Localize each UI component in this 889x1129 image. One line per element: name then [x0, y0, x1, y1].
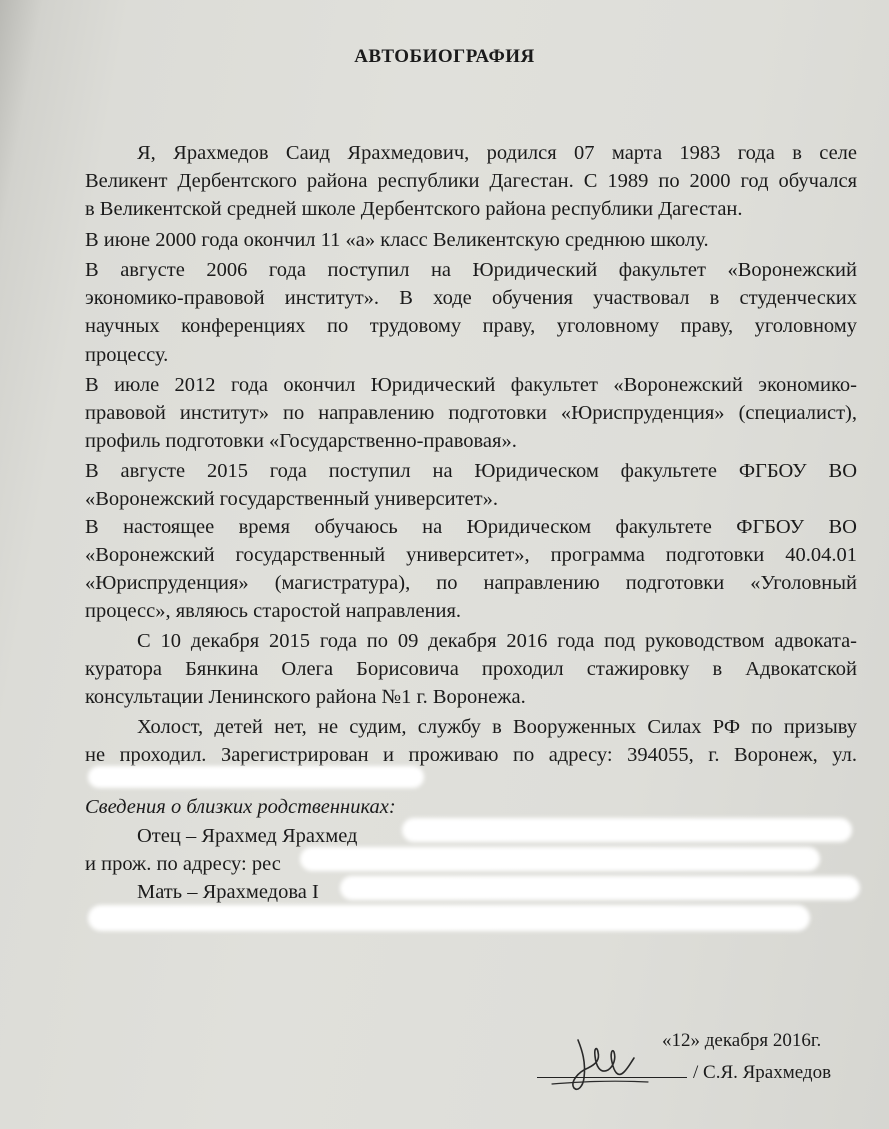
- text-line: «Воронежский государственный университет».: [85, 488, 498, 510]
- text-line: С 10 декабря 2015 года по 09 декабря 2016 года под руководством адвоката-: [137, 630, 857, 652]
- father-address-line: и прож. по адресу: рес: [85, 853, 281, 875]
- text-line: В августе 2006 года поступил на Юридический факультет «Воронежский: [85, 259, 857, 281]
- redaction-mark: [300, 847, 820, 871]
- text-line: процессу.: [85, 344, 169, 366]
- text-line: Холост, детей нет, не судим, службу в Вооруженных Силах РФ по призыву: [137, 716, 857, 738]
- redaction-mark: [88, 905, 810, 931]
- mother-line: Мать – Ярахмедова I: [137, 881, 319, 903]
- signatory-name: / С.Я. Ярахмедов: [693, 1062, 832, 1083]
- text-line: Великент Дербентского района республики Дагестан. С 1989 по 2000 год обучался: [85, 170, 857, 192]
- redaction-mark: [402, 818, 852, 842]
- text-line: в Великентской средней школе Дербентского района республики Дагестан.: [85, 198, 743, 220]
- text-line: процесс», являюсь старостой направления.: [85, 600, 462, 622]
- text-line: научных конференциях по трудовому праву, уголовному праву, уголовному: [85, 315, 857, 337]
- text-line: «Воронежский государственный университет», программа подготовки 40.04.01: [85, 544, 857, 566]
- page-title: АВТОБИОГРАФИЯ: [354, 46, 535, 67]
- signature-underline: [537, 1077, 687, 1078]
- text-line: В июле 2012 года окончил Юридический факультет «Воронежский экономико-: [85, 374, 857, 396]
- text-line: В июне 2000 года окончил 11 «а» класс Великентскую среднюю школу.: [85, 229, 709, 251]
- text-line: правовой институт» по направлению подготовки «Юриспруденция» (специалист),: [85, 402, 857, 424]
- text-line: В августе 2015 года поступил на Юридическом факультете ФГБОУ ВО: [85, 460, 857, 482]
- text-line: Я, Ярахмедов Саид Ярахмедович, родился 07 марта 1983 года в селе: [137, 142, 857, 164]
- redaction-mark: [340, 876, 860, 900]
- text-line: профиль подготовки «Государственно-правовая».: [85, 430, 517, 452]
- text-line: В настоящее время обучаюсь на Юридическом факультете ФГБОУ ВО: [85, 516, 857, 538]
- signature-line: [537, 1062, 831, 1084]
- text-line: экономико-правовой институт». В ходе обучения участвовал в студенческих: [85, 287, 857, 309]
- text-line: «Юриспруденция» (магистратура), по направлению подготовки «Уголовный: [85, 572, 857, 594]
- text-line: куратора Бянкина Олега Борисовича проходил стажировку в Адвокатской: [85, 658, 857, 680]
- text-line: консультации Ленинского района №1 г. Воронежа.: [85, 686, 526, 708]
- signature-date: «12» декабря 2016г.: [662, 1030, 822, 1051]
- relatives-heading: Сведения о близких родственниках:: [85, 796, 396, 818]
- father-line: Отец – Ярахмед Ярахмед: [137, 825, 358, 847]
- redaction-mark: [88, 766, 424, 788]
- text-line: не проходил. Зарегистрирован и проживаю по адресу: 394055, г. Воронеж, ул.: [85, 744, 857, 766]
